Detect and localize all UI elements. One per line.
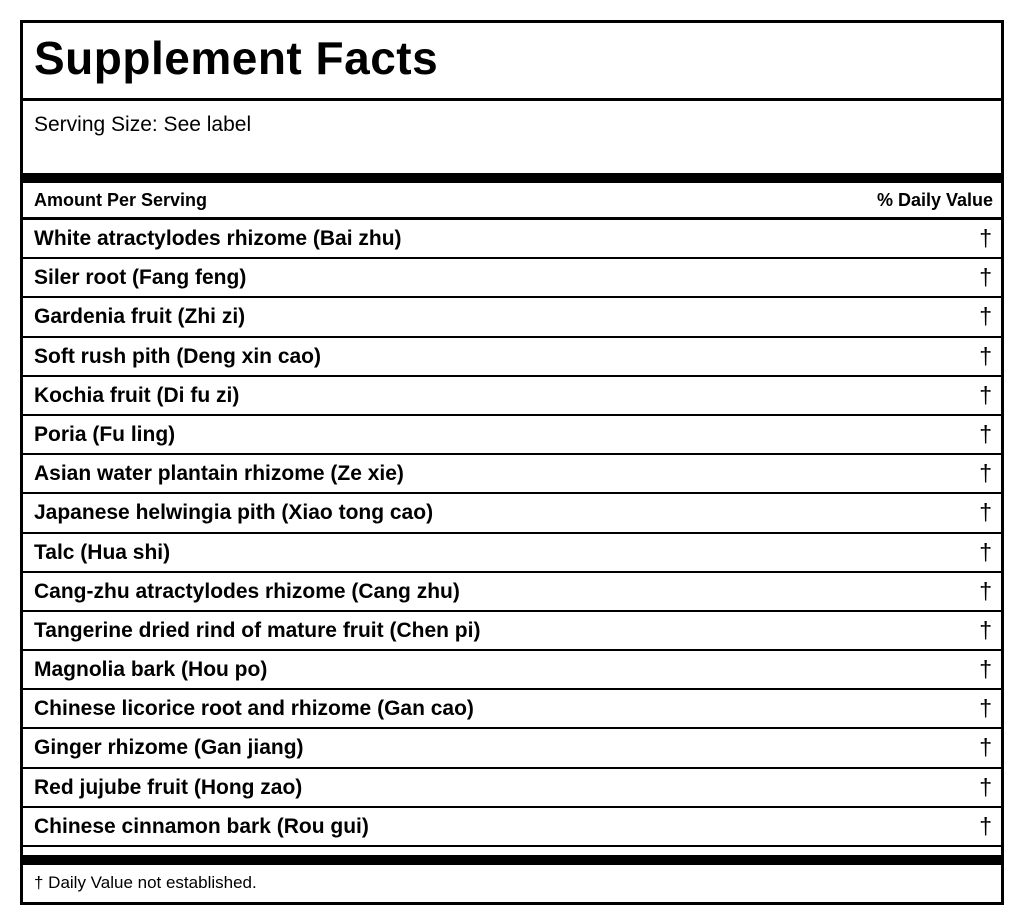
dagger-mark: † (979, 734, 992, 761)
dagger-mark: † (979, 773, 992, 800)
ingredient-row (23, 534, 1001, 573)
dagger-mark: † (979, 460, 992, 487)
ingredient-row (23, 416, 1001, 455)
ingredient-name: Magnolia bark (Hou po) (34, 658, 268, 682)
ingredient-row (23, 769, 1001, 808)
ingredient-name: Ginger rhizome (Gan jiang) (34, 736, 304, 760)
dagger-mark: † (979, 420, 992, 447)
ingredient-name: Siler root (Fang feng) (34, 266, 247, 290)
ingredient-name: Asian water plantain rhizome (Ze xie) (34, 462, 404, 486)
empty-spacer-row (23, 847, 1001, 855)
ingredient-row (23, 298, 1001, 337)
dagger-mark: † (979, 264, 992, 291)
ingredient-row (23, 220, 1001, 259)
title-block (23, 23, 1001, 101)
ingredient-name: Talc (Hua shi) (34, 540, 171, 564)
ingredient-name: Kochia fruit (Di fu zi) (34, 383, 240, 407)
ingredient-name: Japanese helwingia pith (Xiao tong cao) (34, 501, 434, 525)
dagger-mark: † (979, 381, 992, 408)
dagger-mark: † (979, 538, 992, 565)
footnote: † Daily Value not established. (34, 873, 257, 892)
ingredient-row (23, 808, 1001, 847)
supplement-facts-panel (20, 20, 1004, 905)
column-header-row (23, 183, 1001, 220)
ingredient-row (23, 338, 1001, 377)
dagger-mark: † (979, 577, 992, 604)
serving-block (23, 101, 1001, 173)
ingredient-name: Red jujube fruit (Hong zao) (34, 775, 303, 799)
ingredient-row (23, 455, 1001, 494)
ingredient-row (23, 377, 1001, 416)
dagger-mark: † (979, 225, 992, 251)
dagger-mark: † (979, 342, 992, 369)
ingredient-name: Chinese cinnamon bark (Rou gui) (34, 814, 369, 838)
ingredient-list (23, 220, 1001, 847)
dagger-mark: † (979, 303, 992, 330)
dagger-mark: † (979, 656, 992, 683)
panel-title: Supplement Facts (34, 32, 439, 84)
ingredient-row (23, 612, 1001, 651)
ingredient-name: Tangerine dried rind of mature fruit (Chen pi) (34, 618, 481, 642)
dagger-mark: † (979, 812, 992, 839)
ingredient-row (23, 651, 1001, 690)
ingredient-row (23, 690, 1001, 729)
ingredient-row (23, 494, 1001, 533)
thick-divider-top (23, 173, 1001, 183)
dagger-mark: † (979, 616, 992, 643)
dagger-mark: † (979, 695, 992, 722)
ingredient-name: Soft rush pith (Deng xin cao) (34, 344, 321, 368)
ingredient-name: Gardenia fruit (Zhi zi) (34, 305, 246, 329)
ingredient-row (23, 729, 1001, 768)
serving-size: Serving Size: See label (34, 113, 252, 136)
ingredient-name: Poria (Fu ling) (34, 422, 176, 446)
ingredient-row (23, 259, 1001, 298)
ingredient-row (23, 573, 1001, 612)
amount-per-serving-header: Amount Per Serving (34, 190, 208, 210)
dagger-mark: † (979, 499, 992, 526)
ingredient-name: Cang-zhu atractylodes rhizome (Cang zhu) (34, 579, 460, 603)
daily-value-header: % Daily Value (876, 190, 993, 210)
ingredient-name: Chinese licorice root and rhizome (Gan cao) (34, 697, 474, 721)
ingredient-name: White atractylodes rhizome (Bai zhu) (34, 227, 402, 250)
thick-divider-bottom (23, 855, 1001, 865)
